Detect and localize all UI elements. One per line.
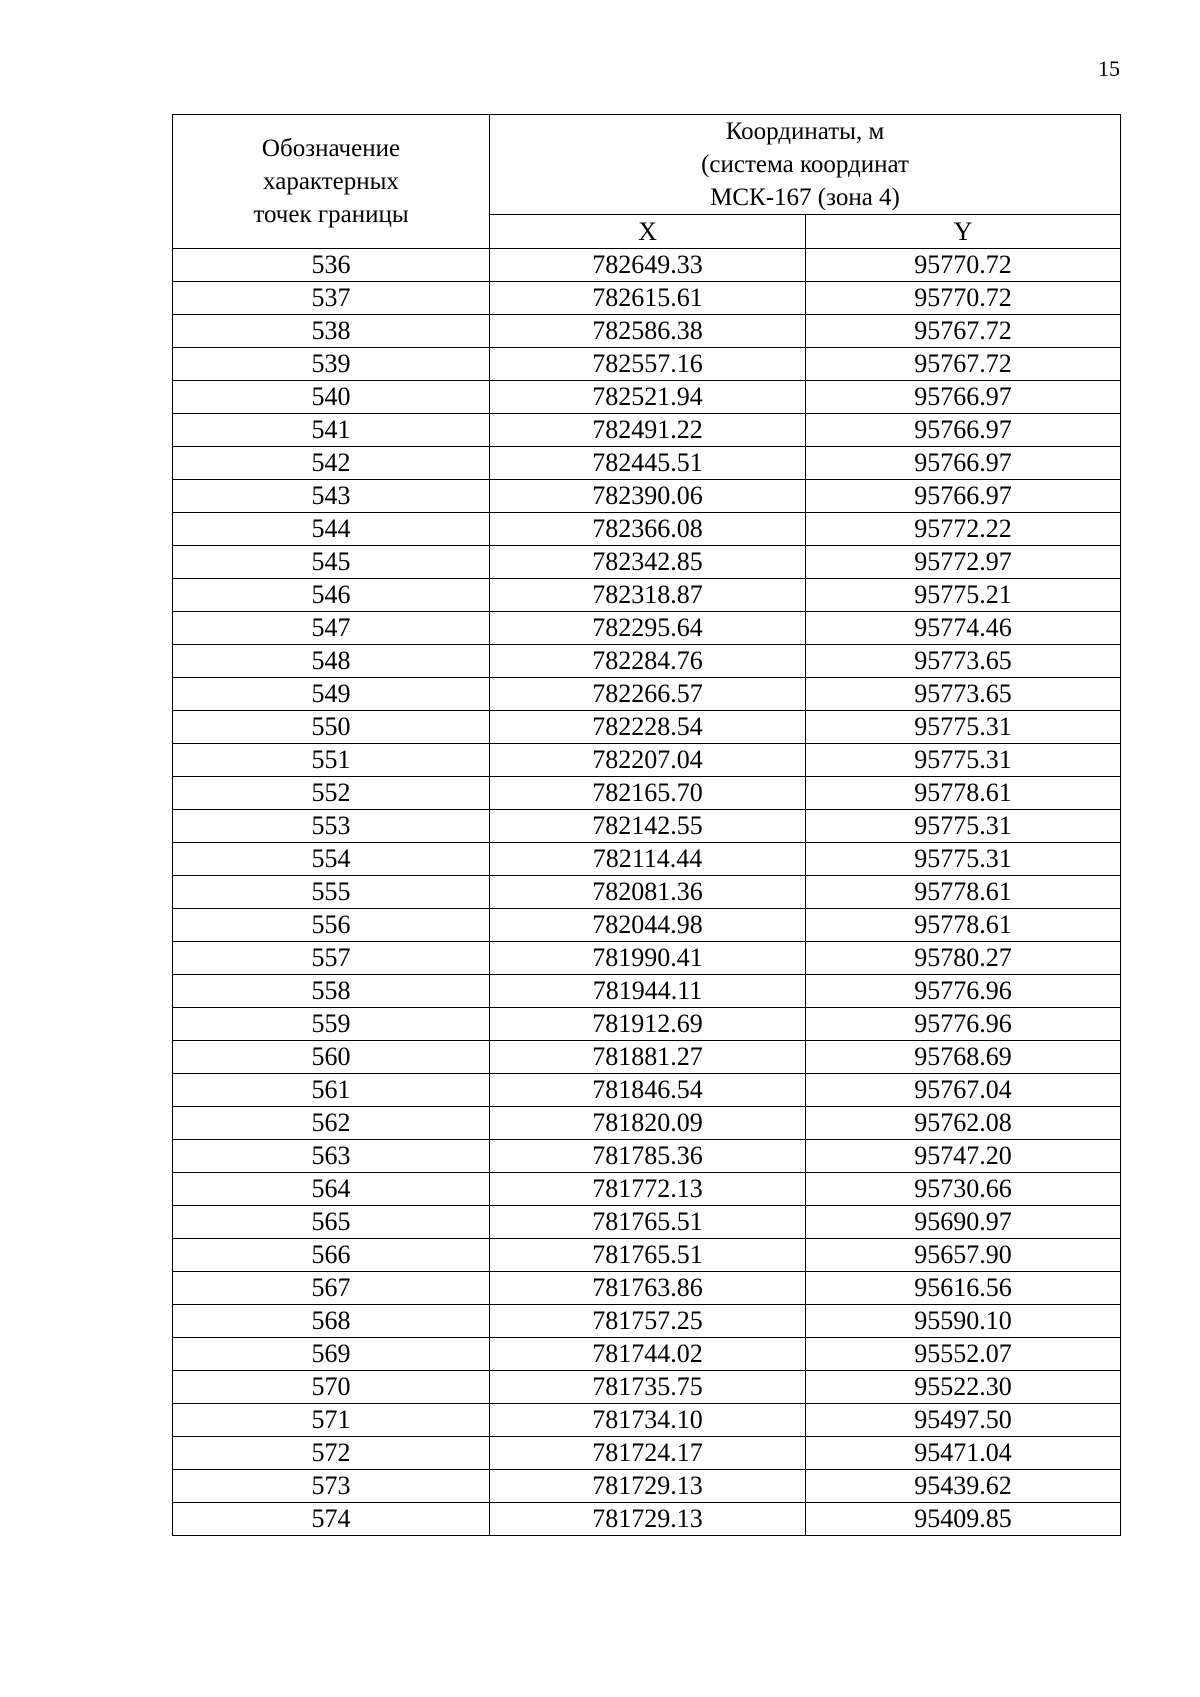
header-point-label [173,115,490,249]
y-coordinate-cell: 95439.62 [806,1470,1121,1503]
x-coordinate-cell: 781729.13 [490,1470,806,1503]
x-coordinate-cell: 782649.33 [490,249,806,282]
y-coordinate-cell: 95776.96 [806,1008,1121,1041]
point-number-cell: 565 [173,1206,490,1239]
x-coordinate-cell: 781772.13 [490,1173,806,1206]
table-row [173,810,1121,843]
table-header [173,115,1121,249]
y-coordinate-cell: 95775.31 [806,810,1121,843]
table-row [173,1008,1121,1041]
y-coordinate-cell: 95767.72 [806,348,1121,381]
y-coordinate-cell: 95471.04 [806,1437,1121,1470]
y-coordinate-cell: 95774.46 [806,612,1121,645]
x-coordinate-cell: 782318.87 [490,579,806,612]
y-coordinate-cell: 95780.27 [806,942,1121,975]
y-coordinate-cell: 95747.20 [806,1140,1121,1173]
point-number-cell: 536 [173,249,490,282]
table-row [173,282,1121,315]
point-number-cell: 559 [173,1008,490,1041]
point-number-cell: 544 [173,513,490,546]
table-row [173,777,1121,810]
table-row [173,975,1121,1008]
x-coordinate-cell: 782284.76 [490,645,806,678]
point-number-cell: 539 [173,348,490,381]
table-row [173,1371,1121,1404]
y-coordinate-cell: 95773.65 [806,678,1121,711]
table-row [173,1437,1121,1470]
x-coordinate-cell: 782228.54 [490,711,806,744]
table-row [173,1503,1121,1536]
table-row [173,1206,1121,1239]
point-number-cell: 538 [173,315,490,348]
y-coordinate-cell: 95776.96 [806,975,1121,1008]
table-row [173,579,1121,612]
x-coordinate-cell: 781912.69 [490,1008,806,1041]
point-number-cell: 560 [173,1041,490,1074]
point-number-cell: 546 [173,579,490,612]
point-number-cell: 571 [173,1404,490,1437]
table-row [173,843,1121,876]
y-coordinate-cell: 95775.31 [806,843,1121,876]
point-number-cell: 552 [173,777,490,810]
y-coordinate-cell: 95772.97 [806,546,1121,579]
x-coordinate-cell: 781846.54 [490,1074,806,1107]
point-number-cell: 561 [173,1074,490,1107]
y-coordinate-cell: 95775.31 [806,744,1121,777]
table-row [173,1107,1121,1140]
table-row [173,1338,1121,1371]
point-number-cell: 550 [173,711,490,744]
x-coordinate-cell: 781763.86 [490,1272,806,1305]
point-number-cell: 543 [173,480,490,513]
y-coordinate-cell: 95767.72 [806,315,1121,348]
y-coordinate-cell: 95552.07 [806,1338,1121,1371]
table-row [173,876,1121,909]
x-coordinate-cell: 782207.04 [490,744,806,777]
point-number-cell: 570 [173,1371,490,1404]
y-coordinate-cell: 95770.72 [806,282,1121,315]
table-row [173,1470,1121,1503]
y-coordinate-cell: 95775.21 [806,579,1121,612]
table-row [173,249,1121,282]
x-coordinate-cell: 781765.51 [490,1206,806,1239]
x-coordinate-cell: 782044.98 [490,909,806,942]
point-number-cell: 555 [173,876,490,909]
y-coordinate-cell: 95772.22 [806,513,1121,546]
x-coordinate-cell: 781735.75 [490,1371,806,1404]
table-row [173,1305,1121,1338]
y-coordinate-cell: 95778.61 [806,777,1121,810]
x-coordinate-cell: 781757.25 [490,1305,806,1338]
x-coordinate-cell: 782295.64 [490,612,806,645]
y-coordinate-cell: 95778.61 [806,876,1121,909]
point-number-cell: 540 [173,381,490,414]
header-coordinates [490,115,1121,215]
point-number-cell: 567 [173,1272,490,1305]
point-number-cell: 553 [173,810,490,843]
table-body [173,249,1121,1536]
point-number-cell: 574 [173,1503,490,1536]
y-coordinate-cell: 95766.97 [806,414,1121,447]
table-row [173,447,1121,480]
point-number-cell: 542 [173,447,490,480]
table-row [173,711,1121,744]
y-coordinate-cell: 95616.56 [806,1272,1121,1305]
x-coordinate-cell: 782142.55 [490,810,806,843]
x-coordinate-cell: 781785.36 [490,1140,806,1173]
x-coordinate-cell: 781734.10 [490,1404,806,1437]
table-row [173,1272,1121,1305]
coordinates-table [172,114,1121,1536]
table-row [173,348,1121,381]
y-coordinate-cell: 95768.69 [806,1041,1121,1074]
y-coordinate-cell: 95766.97 [806,480,1121,513]
x-coordinate-cell: 782114.44 [490,843,806,876]
y-coordinate-cell: 95773.65 [806,645,1121,678]
table-row [173,1173,1121,1206]
x-coordinate-cell: 782366.08 [490,513,806,546]
point-number-cell: 551 [173,744,490,777]
point-number-cell: 572 [173,1437,490,1470]
x-coordinate-cell: 782521.94 [490,381,806,414]
table-row [173,1239,1121,1272]
table-row [173,414,1121,447]
table-row [173,645,1121,678]
point-number-cell: 537 [173,282,490,315]
x-coordinate-cell: 781944.11 [490,975,806,1008]
header-point-label-text: Обозначение характерных точек границы [253,135,409,228]
point-number-cell: 556 [173,909,490,942]
point-number-cell: 573 [173,1470,490,1503]
x-coordinate-cell: 782390.06 [490,480,806,513]
y-coordinate-cell: 95766.97 [806,447,1121,480]
x-coordinate-cell: 781990.41 [490,942,806,975]
table-row [173,744,1121,777]
x-coordinate-cell: 782165.70 [490,777,806,810]
point-number-cell: 566 [173,1239,490,1272]
y-coordinate-cell: 95770.72 [806,249,1121,282]
y-coordinate-cell: 95497.50 [806,1404,1121,1437]
x-coordinate-cell: 781724.17 [490,1437,806,1470]
point-number-cell: 547 [173,612,490,645]
point-number-cell: 562 [173,1107,490,1140]
x-coordinate-cell: 781729.13 [490,1503,806,1536]
point-number-cell: 564 [173,1173,490,1206]
y-coordinate-cell: 95775.31 [806,711,1121,744]
point-number-cell: 569 [173,1338,490,1371]
table-row [173,942,1121,975]
table-row [173,546,1121,579]
x-coordinate-cell: 782557.16 [490,348,806,381]
y-coordinate-cell: 95762.08 [806,1107,1121,1140]
point-number-cell: 554 [173,843,490,876]
point-number-cell: 548 [173,645,490,678]
x-coordinate-cell: 782445.51 [490,447,806,480]
y-coordinate-cell: 95590.10 [806,1305,1121,1338]
table-row [173,909,1121,942]
x-coordinate-cell: 782081.36 [490,876,806,909]
table-row [173,1074,1121,1107]
page-number: 15 [1098,56,1120,81]
point-number-cell: 549 [173,678,490,711]
x-coordinate-cell: 782342.85 [490,546,806,579]
point-number-cell: 545 [173,546,490,579]
y-coordinate-cell: 95778.61 [806,909,1121,942]
table-row [173,480,1121,513]
point-number-cell: 563 [173,1140,490,1173]
point-number-cell: 568 [173,1305,490,1338]
y-coordinate-cell: 95767.04 [806,1074,1121,1107]
x-coordinate-cell: 781820.09 [490,1107,806,1140]
y-coordinate-cell: 95522.30 [806,1371,1121,1404]
header-x: X [490,215,806,249]
header-y: Y [806,215,1121,249]
table-row [173,1404,1121,1437]
x-coordinate-cell: 782266.57 [490,678,806,711]
y-coordinate-cell: 95766.97 [806,381,1121,414]
x-coordinate-cell: 781881.27 [490,1041,806,1074]
x-coordinate-cell: 782491.22 [490,414,806,447]
table-row [173,612,1121,645]
table-row [173,1140,1121,1173]
table-row [173,513,1121,546]
table-row [173,678,1121,711]
table-row [173,1041,1121,1074]
y-coordinate-cell: 95657.90 [806,1239,1121,1272]
header-coordinates-text: Координаты, м (система координат МСК-167 (зона 4) [701,118,909,211]
table-row [173,315,1121,348]
y-coordinate-cell: 95409.85 [806,1503,1121,1536]
y-coordinate-cell: 95730.66 [806,1173,1121,1206]
point-number-cell: 558 [173,975,490,1008]
x-coordinate-cell: 781744.02 [490,1338,806,1371]
y-coordinate-cell: 95690.97 [806,1206,1121,1239]
point-number-cell: 557 [173,942,490,975]
x-coordinate-cell: 782615.61 [490,282,806,315]
table-row [173,381,1121,414]
point-number-cell: 541 [173,414,490,447]
x-coordinate-cell: 781765.51 [490,1239,806,1272]
x-coordinate-cell: 782586.38 [490,315,806,348]
